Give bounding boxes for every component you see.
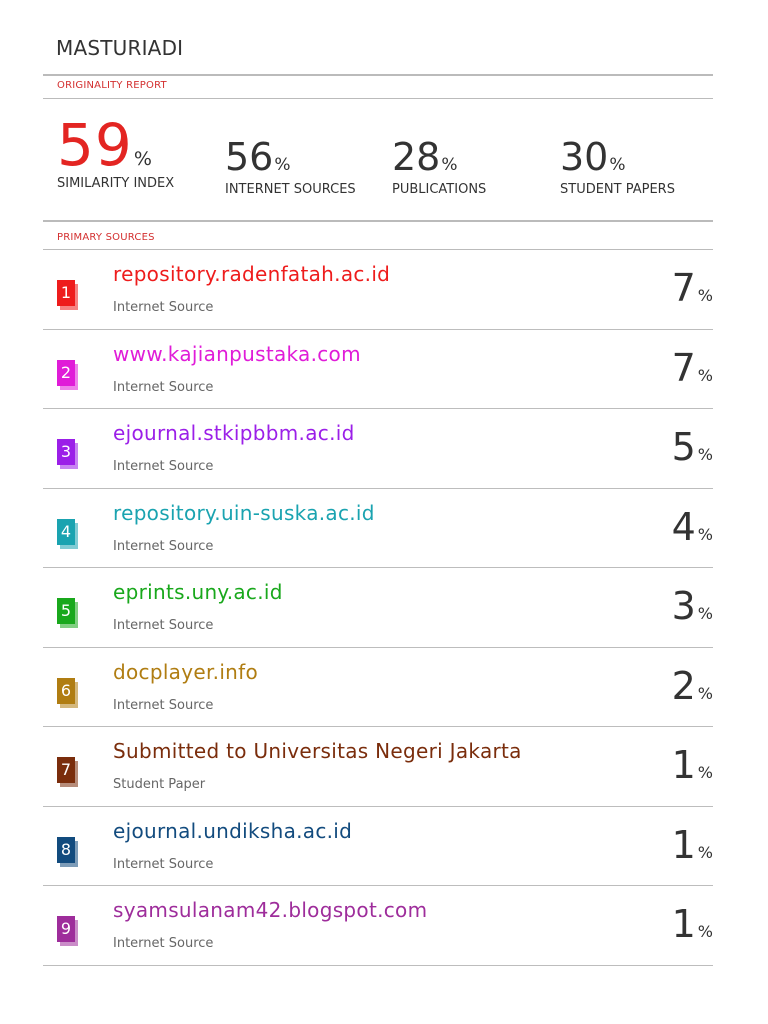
- source-link[interactable]: www.kajianpustaka.com: [113, 341, 361, 366]
- source-type: Internet Source: [113, 459, 214, 474]
- primary-sources-label: PRIMARY SOURCES: [57, 232, 155, 243]
- source-row: [43, 807, 713, 887]
- source-rank-badge: 5: [57, 598, 79, 628]
- publications-stat: [392, 135, 487, 197]
- stats-divider: [43, 220, 713, 222]
- source-rank-badge: 7: [57, 757, 79, 787]
- source-link[interactable]: eprints.uny.ac.id: [113, 580, 283, 604]
- source-link[interactable]: repository.radenfatah.ac.id: [113, 262, 391, 286]
- source-type: Internet Source: [113, 936, 214, 951]
- source-percent: 5 %: [671, 425, 713, 469]
- internet-sources-value: 56: [225, 135, 274, 179]
- similarity-index-stat: [57, 111, 175, 191]
- source-percent: 7 %: [671, 266, 713, 310]
- student-papers-percent: %: [609, 155, 626, 175]
- internet-sources-label: INTERNET SOURCES: [225, 182, 356, 197]
- source-row: [43, 727, 713, 807]
- source-row: [43, 489, 713, 569]
- publications-value: 28: [392, 135, 441, 179]
- header-divider: [43, 74, 713, 76]
- source-link[interactable]: repository.uin-suska.ac.id: [113, 500, 375, 525]
- report-author: MASTURIADI: [56, 36, 184, 60]
- source-link[interactable]: syamsulanam42.blogspot.com: [113, 898, 428, 922]
- source-link[interactable]: ejournal.undiksha.ac.id: [113, 818, 353, 843]
- originality-divider: [43, 98, 713, 99]
- source-percent: 1 %: [671, 743, 713, 787]
- source-rank-badge: 2: [57, 360, 79, 390]
- source-type: Student Paper: [113, 777, 206, 792]
- publications-percent: %: [441, 155, 458, 175]
- source-percent: 3 %: [671, 584, 713, 628]
- source-rank-badge: 8: [57, 837, 79, 867]
- source-percent: 4 %: [671, 504, 713, 549]
- similarity-index-label: SIMILARITY INDEX: [57, 176, 175, 191]
- internet-sources-percent: %: [274, 155, 291, 175]
- source-type: Internet Source: [113, 538, 214, 554]
- similarity-index-value: 59: [57, 111, 133, 179]
- student-papers-value: 30: [560, 135, 609, 179]
- similarity-index-percent: %: [133, 148, 152, 170]
- primary-sources-list: [43, 250, 713, 966]
- source-row: [43, 409, 713, 489]
- student-papers-stat: [560, 135, 675, 197]
- source-percent: 1 %: [671, 902, 713, 946]
- source-rank-badge: 4: [57, 519, 79, 549]
- source-row: [43, 568, 713, 648]
- source-type: Internet Source: [113, 697, 214, 713]
- publications-label: PUBLICATIONS: [392, 182, 487, 197]
- source-type: Internet Source: [113, 856, 214, 872]
- source-row: [43, 330, 713, 410]
- source-percent: 1 %: [671, 822, 713, 867]
- source-row: [43, 250, 713, 330]
- internet-sources-stat: [225, 135, 356, 197]
- source-rank-badge: 1: [57, 280, 79, 310]
- source-link[interactable]: Submitted to Universitas Negeri Jakarta: [113, 739, 522, 763]
- source-rank-badge: 9: [57, 916, 79, 946]
- source-rank-badge: 6: [57, 678, 79, 708]
- source-percent: 2 %: [671, 663, 713, 708]
- originality-report-label: ORIGINALITY REPORT: [57, 80, 167, 91]
- source-link[interactable]: ejournal.stkipbbm.ac.id: [113, 421, 355, 445]
- source-link[interactable]: docplayer.info: [113, 659, 259, 684]
- source-percent: 7 %: [671, 345, 713, 390]
- source-type: Internet Source: [113, 618, 214, 633]
- source-rank-badge: 3: [57, 439, 79, 469]
- source-row: [43, 648, 713, 728]
- source-type: Internet Source: [113, 379, 214, 395]
- source-type: Internet Source: [113, 300, 214, 315]
- student-papers-label: STUDENT PAPERS: [560, 182, 675, 197]
- source-row: [43, 886, 713, 966]
